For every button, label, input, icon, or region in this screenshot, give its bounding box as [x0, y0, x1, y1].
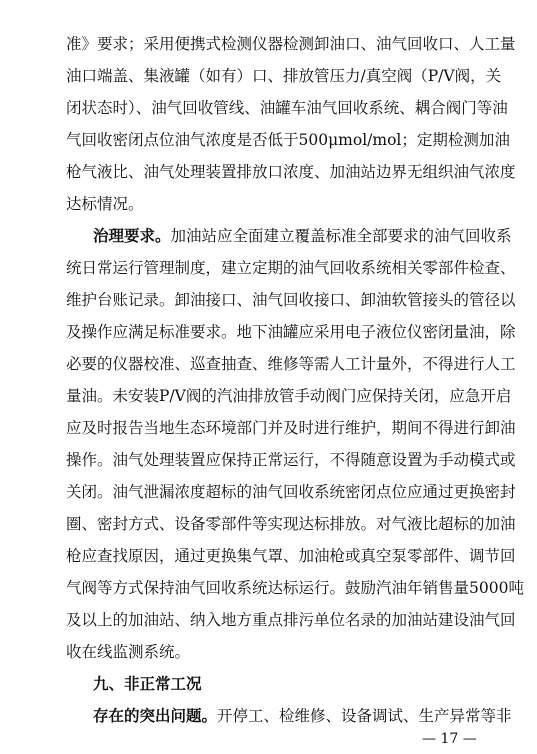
paragraph-label: 存在的突出问题。	[93, 706, 218, 725]
paragraph-line: 关闭。油气泄漏浓度超标的油气回收系统密闭点位应通过更换密封	[66, 483, 516, 501]
paragraph-line: 应及时报告当地生态环境部门并及时进行维护，期间不得进行卸油	[66, 419, 516, 437]
paragraph-line: 气阀等方式保持油气回收系统达标运行。鼓励汽油年销售量5000吨	[66, 579, 524, 597]
paragraph-line: 气回收密闭点位油气浓度是否低于500μmol/mol；定期检测加油	[66, 131, 510, 149]
paragraph-line: 量油。未安装P/V阀的汽油排放管手动阀门应保持关闭，应急开启	[66, 387, 512, 405]
paragraph-line: 达标情况。	[66, 195, 144, 213]
paragraph-line: 及以上的加油站、纳入地方重点排污单位名录的加油站建设油气回	[66, 611, 516, 629]
page-number: — 17 —	[422, 731, 477, 747]
paragraph-first-line	[93, 226, 512, 246]
paragraph-first-line	[93, 706, 512, 726]
paragraph-line: 枪气液比、油气处理装置排放口浓度、加油站边界无组织油气浓度	[66, 163, 516, 181]
paragraph-line: 统日常运行管理制度，建立定期的油气回收系统相关零部件检查、	[66, 259, 516, 277]
paragraph-line: 及操作应满足标准要求。地下油罐应采用电子液位仪密闭量油，除	[66, 323, 516, 341]
paragraph-line: 油口端盖、集液罐（如有）口、排放管压力/真空阀（P/V阀，关	[66, 67, 502, 85]
paragraph-line: 收在线监测系统。	[66, 643, 191, 661]
paragraph-line: 维护台账记录。卸油接口、油气回收接口、卸油软管接头的管径以	[66, 291, 516, 309]
paragraph-line: 枪应查找原因，通过更换集气罩、加油枪或真空泵零部件、调节回	[66, 547, 516, 565]
paragraph-line: 圈、密封方式、设备零部件等实现达标排放。对气液比超标的加油	[66, 515, 516, 533]
paragraph-line: 闭状态时）、油气回收管线、油罐车油气回收系统、耦合阀门等油	[66, 99, 508, 117]
paragraph-line: 操作。油气处理装置应保持正常运行，不得随意设置为手动模式或	[66, 451, 516, 469]
paragraph-text: 加油站应全面建立覆盖标准全部要求的油气回收系	[170, 227, 512, 245]
paragraph-line: 必要的仪器校准、巡查抽查、维修等需人工计量外，不得进行人工	[66, 355, 516, 373]
paragraph-line: 准》要求；采用便携式检测仪器检测卸油口、油气回收口、人工量	[66, 35, 516, 53]
paragraph-label: 治理要求。	[93, 226, 171, 245]
section-heading: 九、非正常工况	[93, 675, 202, 693]
paragraph-text: 开停工、检维修、设备调试、生产异常等非	[217, 707, 512, 725]
